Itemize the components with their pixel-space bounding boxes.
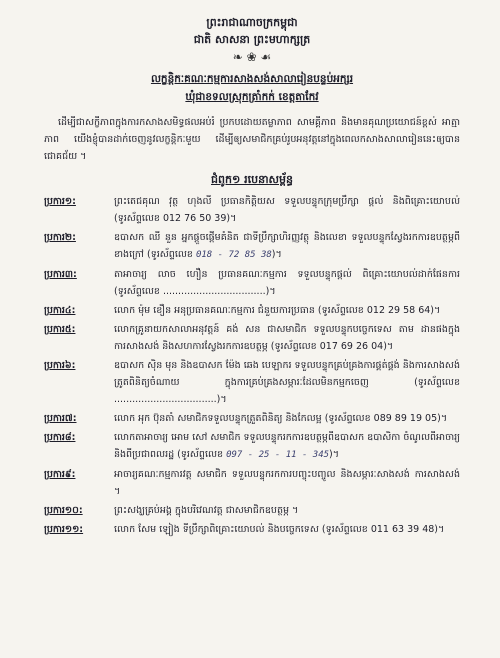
- motto-line: ជាតិ សាសនា ព្រះមហាក្សត្រ: [193, 33, 311, 46]
- article-item: [44, 357, 460, 408]
- article-label: ប្រការ៨:: [44, 432, 76, 443]
- article-item: [44, 502, 460, 519]
- intro-paragraph: ដើម្បីជាសក្ខីភាពក្នុងការកសាងសមិទ្ធផលអប់រំ ប្រកបដោយតម្លាភាព សាមគ្គីភាព និងមានគុណប្រយោជន៍ខ្ពស់ អាត្មាភាព យើងខ្ញុំបានដាក់ចេញនូវលក្ខន្តិកៈមួយ ដើម្បីឲ្យសមាជិកគ្រប់រូបអនុវត្តនៅក្នុងពេលកសាងសាលារៀននេះឲ្យបានជោគជ័យ ។: [44, 117, 460, 162]
- article-text-body: ឧបាសក ឈី នួន អ្នកផ្តួចផ្តើមគំនិត ជាទីប្រឹក្សាហិរញ្ញវត្ថុ និងលេខា ទទួលបន្ទុកស្វែងរកការឧបត្ថម្ភពីខាងក្រៅ (ទូរស័ព្ទលេខ: [114, 232, 460, 260]
- article-text-body: លោក ម៉ុម ខឿន អនុប្រធានគណៈកម្មការ ជំនួយការប្រធាន (ទូរស័ព្ទលេខ 012 29 58 64)។: [114, 305, 441, 316]
- article-text: ឧបាសក ឈី នួន អ្នកផ្តួចផ្តើមគំនិត ជាទីប្រឹក្សាហិរញ្ញវត្ថុ និងលេខា ទទួលបន្ទុកស្វែងរកការឧបត្ថម្ភពីខាងក្រៅ (ទូរស័ព្ទលេខ 018 - 72 85 38)។: [114, 232, 460, 260]
- article-text: [114, 466, 460, 500]
- article-text-body: តាអាចារ្យ លាច ហឿន ប្រធានគណៈកម្មការ ទទួលបន្ទុកផ្តល់ ពិគ្រោះយោបល់ដាក់ផែនការ (ទូរស័ព្ទលេខ ..................................)។: [114, 269, 460, 297]
- article-label: ប្រការ២:: [44, 232, 76, 243]
- article-text-body: លោកគ្រូនាយកសាលាអនុវត្តន៍ គង់ សន ជាសមាជិក ទទួលបន្ទុកបច្ចេកទេស តាម ដានផងក្នុងការសាងសង់ និងសហការស្វែងរកការឧបត្ថម្ភ (ទូរស័ព្ទលេខ 017 69 26 04)។: [114, 324, 460, 352]
- article-item: [44, 429, 460, 464]
- article-item: [44, 266, 460, 300]
- article-text-body: ព្រះតេជគុណ វុត្ថ ហុងលី ប្រធានកិត្តិយស ទទួលបន្ទុកក្រុមប្រឹក្សា ផ្តល់ និងពិគ្រោះយោបល់ (ទូរស័ព្ទលេខ 012 76 50 39)។: [114, 196, 460, 224]
- article-text-body: ឧបាសក ស៊ិន មុន និងឧបាសក ម៉ែង ឆេង បេឡាករ ទទួលបន្ទុកគ្រប់គ្រងការផ្គត់ផ្គង់ និងការសាងសង់ ត្រូតពិនិត្យចំណាយ ក្នុងការគ្រប់គ្រងសម្ភារៈដែលមិនកម្មកចេញ (ទូរស័ព្ទលេខ ..................................)។: [114, 360, 460, 405]
- article-item: [44, 466, 460, 500]
- ornament-icon: ❧ ❀ ☙: [232, 50, 272, 64]
- article-label: ប្រការ៤:: [44, 305, 76, 316]
- article-item: [44, 410, 460, 427]
- article-text: លោកតាអាចារ្យ អោម សៅ សមាជិក ទទួលបន្ទុករកការឧបត្ថម្ភពីឧបាសក ឧបាសិកា ចំណូលពីអាចារ្យ និងពីប្រជាពលរដ្ឋ (ទូរស័ព្ទលេខ 097 - 25 - 11 - 345)។: [114, 432, 460, 460]
- article-text: [114, 357, 460, 408]
- article-text-body: អាចារ្យគណៈកម្មការវត្ត សមាជិក ទទួលបន្ទុករកការបញ្ចុះបញ្ចូល និងសម្ភារៈសាងសង់ ការសាងសង់ ។: [114, 469, 460, 497]
- article-text-body: លោកតាអាចារ្យ អោម សៅ សមាជិក ទទួលបន្ទុករកការឧបត្ថម្ភពីឧបាសក ឧបាសិកា ចំណូលពីអាចារ្យ និងពីប្រជាពលរដ្ឋ (ទូរស័ព្ទលេខ: [114, 432, 460, 460]
- article-label: ប្រការ៩:: [44, 469, 76, 480]
- handwritten-phone: 018 - 72 85 38: [195, 250, 272, 260]
- article-label: ប្រការ៥:: [44, 324, 76, 335]
- article-list: [44, 193, 460, 538]
- article-label: ប្រការ១:: [44, 196, 76, 207]
- article-label: ប្រការ១១:: [44, 524, 84, 535]
- article-item: [44, 521, 460, 538]
- article-label: ប្រការ១០:: [44, 505, 83, 516]
- kingdom-header: [44, 14, 460, 48]
- article-text: [114, 321, 460, 355]
- article-text: [114, 502, 460, 519]
- title-line-1: លក្ខន្តិកៈគណៈកម្មការសាងសង់សាលារៀនបន្ទប់អក្សរ: [150, 73, 354, 85]
- section-title: ជំពូក១ របេនាសម្ព័ន្ធ: [211, 173, 293, 186]
- document-title: [44, 70, 460, 106]
- article-text: [114, 193, 460, 227]
- article-text-body: ព្រះសង្ឃគ្រប់អង្គ ក្នុងបរិវេណវត្ត ជាសមាជិកឧបត្ថម្ភ ។: [114, 505, 299, 516]
- article-item: [44, 302, 460, 319]
- article-text: [114, 302, 460, 319]
- article-item: [44, 321, 460, 355]
- article-label: ប្រការ៣:: [44, 269, 77, 280]
- title-line-2: ឃុំជាខទលស្រុកត្រាំកក់ ខេត្តតាកែវ: [185, 91, 319, 103]
- article-item: [44, 193, 460, 227]
- article-text: [114, 521, 460, 538]
- kingdom-line: ព្រះរាជាណាចក្រកម្ពុជា: [206, 16, 298, 29]
- article-text: [114, 266, 460, 300]
- article-label: ប្រការ៦:: [44, 360, 76, 371]
- article-text-body: លោក អុក ប៊ុនតាំ សមាជិកទទួលបន្ទុកត្រួតពិនិត្យ និងកែលម្អ (ទូរស័ព្ទលេខ 089 89 19 05)។: [114, 413, 448, 424]
- article-text-body: លោក សែម ឡៀង ទីប្រឹក្សាពិគ្រោះយោបល់ និងបច្ចេកទេស (ទូរស័ព្ទលេខ 011 63 39 48)។: [114, 524, 445, 535]
- article-text: [114, 410, 460, 427]
- handwritten-phone: 097 - 25 - 11 - 345: [226, 450, 330, 460]
- article-label: ប្រការ៧:: [44, 413, 77, 424]
- article-item: [44, 229, 460, 264]
